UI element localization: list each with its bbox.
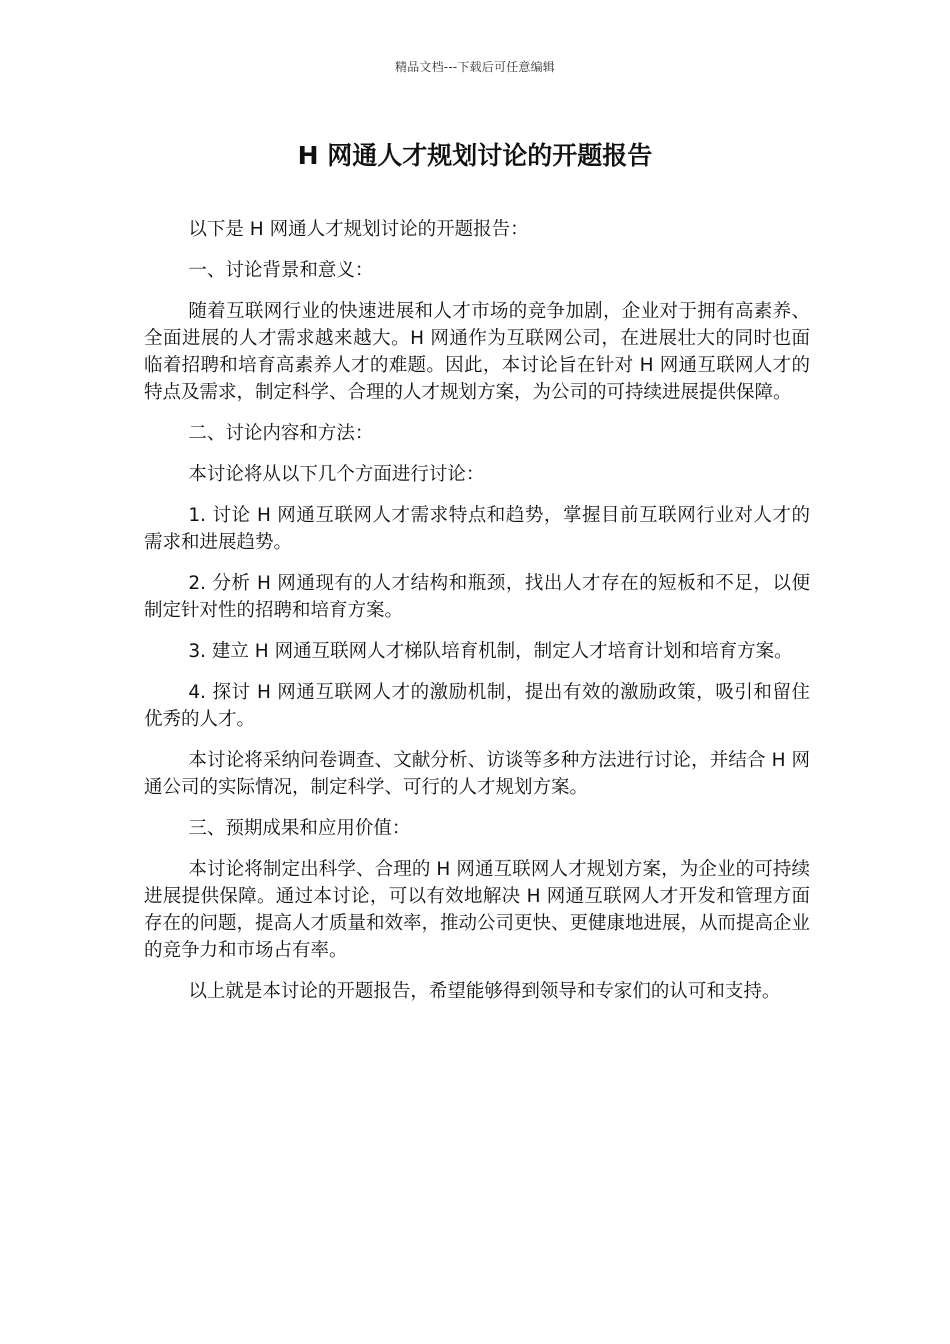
content-item-3: 3. 建立 H 网通互联网人才梯队培育机制，制定人才培育计划和培育方案。 — [188, 641, 793, 662]
background-paragraph: 随着互联网行业的快速进展和人才市场的竞争加剧，企业对于拥有高素养、全面进展的人才需求越来越大。H 网通作为互联网公司，在进展壮大的同时也面临着招聘和培育高素养人才的难题。因此，本讨论旨在针对 H 网通互联网人才的特点及需求，制定科学、合理的人才规划方案，为公司的可持续进展提供保障。 — [144, 301, 810, 403]
content-item-2: 2. 分析 H 网通现有的人才结构和瓶颈，找出人才存在的短板和不足，以便制定针对性的招聘和培育方案。 — [144, 573, 810, 621]
content-intro-paragraph: 本讨论将从以下几个方面进行讨论： — [188, 464, 485, 485]
outcomes-paragraph: 本讨论将制定出科学、合理的 H 网通互联网人才规划方案，为企业的可持续进展提供保障。通过本讨论，可以有效地解决 H 网通互联网人才开发和管理方面存在的问题，提高人才质量和效率，推动公司更快、更健康地进展，从而提高企业的竞争力和市场占有率。 — [144, 859, 811, 961]
method-paragraph: 本讨论将采纳问卷调查、文献分析、访谈等多种方法进行讨论，并结合 H 网通公司的实际情况，制定科学、可行的人才规划方案。 — [144, 750, 810, 798]
document-title: H 网通人才规划讨论的开题报告 — [297, 141, 653, 170]
closing-paragraph: 以上就是本讨论的开题报告，希望能够得到领导和专家们的认可和支持。 — [188, 981, 781, 1002]
page-header: 精品文档---下载后可任意编辑 — [395, 60, 555, 74]
section-heading-outcomes: 三、预期成果和应用价值： — [188, 818, 411, 839]
content-item-4: 4. 探讨 H 网通互联网人才的激励机制，提出有效的激励政策，吸引和留住优秀的人才。 — [144, 682, 810, 730]
intro-paragraph: 以下是 H 网通人才规划讨论的开题报告： — [188, 219, 529, 240]
content-item-1: 1. 讨论 H 网通互联网人才需求特点和趋势，掌握目前互联网行业对人才的需求和进展趋势。 — [144, 505, 810, 553]
section-heading-background: 一、讨论背景和意义： — [188, 260, 374, 281]
section-heading-content-method: 二、讨论内容和方法： — [188, 423, 374, 444]
document-body — [144, 216, 810, 1019]
